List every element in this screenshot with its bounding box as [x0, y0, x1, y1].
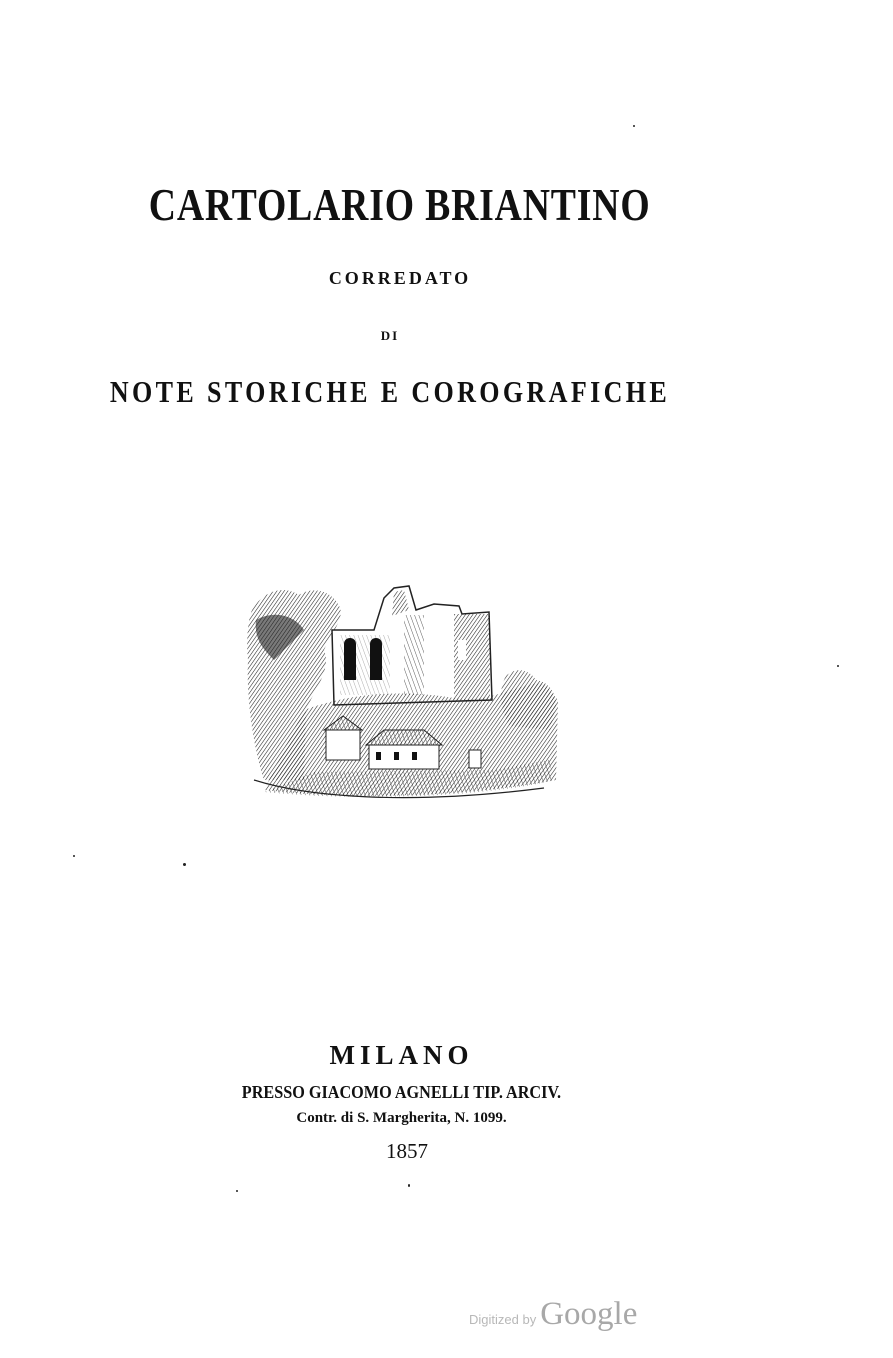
- scan-speck: [73, 855, 75, 857]
- book-subtitle: CORREDATO: [328, 268, 472, 288]
- scan-speck: [236, 1190, 238, 1192]
- digitized-by-watermark: [469, 1296, 637, 1333]
- google-logo: Google: [540, 1296, 638, 1332]
- book-title: CARTOLARIO BRIANTINO: [148, 179, 651, 230]
- scan-speck: [837, 665, 839, 667]
- scan-speck: [633, 125, 635, 127]
- castle-ruin-engraving: [244, 580, 560, 804]
- imprint-year: 1857: [386, 1139, 428, 1163]
- scan-speck: [183, 863, 186, 866]
- imprint-address: Contr. di S. Margherita, N. 1099.: [296, 1110, 507, 1126]
- connector-text: DI: [380, 328, 400, 343]
- book-subject: NOTE STORICHE E COROGRAFICHE: [109, 374, 671, 409]
- imprint-city: MILANO: [329, 1040, 474, 1070]
- scan-speck: [408, 1184, 410, 1187]
- watermark-prefix: Digitized by: [469, 1312, 537, 1327]
- imprint-publisher: PRESSO GIACOMO AGNELLI TIP. ARCIV.: [241, 1082, 562, 1102]
